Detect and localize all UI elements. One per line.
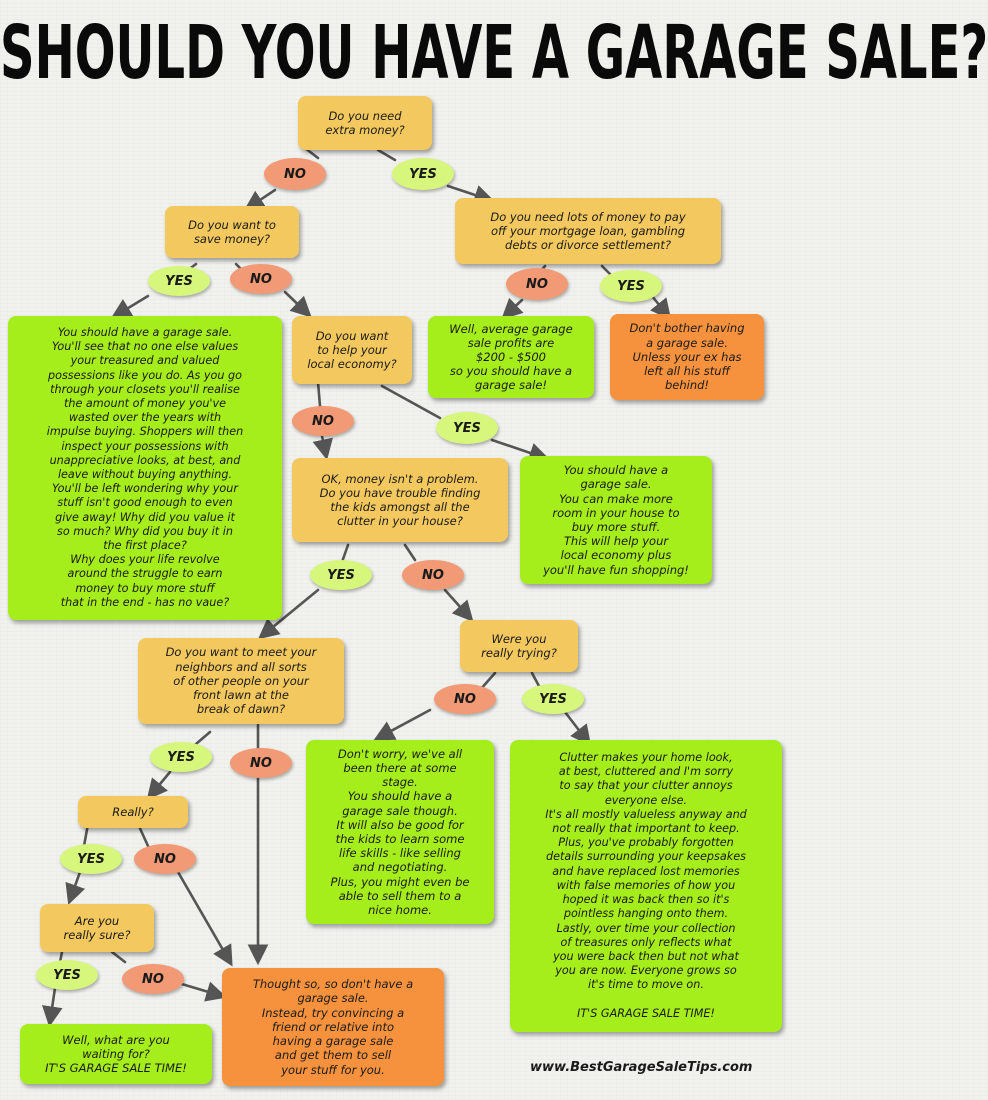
label-no-neighbors: NO [230, 748, 292, 778]
label-no-local-economy: NO [292, 406, 354, 436]
label-no-lots-money: NO [506, 268, 568, 300]
question-really-sure: Are you really sure? [40, 904, 154, 952]
question-meet-neighbors: Do you want to meet your neighbors and all sorts of other people on your front lawn at the break of dawn? [138, 638, 344, 724]
question-lots-of-money: Do you need lots of money to pay off your mortgage loan, gambling debts or divorce settlement? [455, 198, 721, 264]
question-help-local-economy: Do you want to help your local economy? [292, 316, 412, 384]
label-yes-lots-money: YES [600, 270, 662, 302]
label-yes-neighbors: YES [150, 742, 212, 772]
question-trouble-finding-kids: OK, money isn't a problem. Do you have trouble finding the kids amongst all the clutter in your house? [292, 458, 508, 542]
label-no-really: NO [134, 844, 196, 874]
question-really-trying: Were you really trying? [460, 620, 578, 672]
label-no-save-money: NO [230, 264, 292, 294]
website-url: www.BestGarageSaleTips.com [530, 1060, 753, 1075]
question-save-money: Do you want to save money? [165, 206, 299, 258]
label-yes-really-trying: YES [522, 684, 584, 714]
question-really: Really? [78, 796, 188, 828]
label-no-extra-money: NO [264, 158, 326, 190]
answer-average-profits: Well, average garage sale profits are $200 - $500 so you should have a garage sale! [428, 316, 594, 398]
answer-thought-so: Thought so, so don't have a garage sale. Instead, try convincing a friend or relative into having a garage sale and get them to sell your stuff for you. [222, 968, 444, 1086]
answer-save-money: You should have a garage sale. You'll see that no one else values your treasured and valued possessions like you do. As you go through your closets you'll realise the amount of money you've wasted over the years with impulse buying. Shoppers will then inspect your possessions with unappreciative looks, at best, and leave without buying anything. You'll be left wondering why your stuff isn't good enough to even give away! Why did you value it so much? Why did you buy it in the first place? Why does your life revolve around the struggle to earn money to buy more stuff that in the end - has no vaue? [8, 316, 282, 620]
label-yes-kids: YES [310, 560, 372, 590]
answer-kids: Don't worry, we've all been there at some stage. You should have a garage sale though. It will also be good for the kids to learn some life skills - like selling and negotiating. Plus, you might even be able to sell them to a nice home. [306, 740, 494, 924]
answer-help-economy: You should have a garage sale. You can make more room in your house to buy more stuff. This will help your local economy plus you'll have fun shopping! [520, 456, 712, 584]
label-yes-really: YES [60, 844, 122, 874]
label-no-really-sure: NO [122, 964, 184, 994]
label-no-really-trying: NO [434, 684, 496, 714]
answer-clutter: Clutter makes your home look, at best, cluttered and I'm sorry to say that your clutter annoys everyone else. It's all mostly valueless anyway and not really that important to keep. Plus, you've probably forgotten details surrounding your keepsakes and have replaced lost memories with false memories of how you hoped it was back then so it's pointless hanging onto them. Lastly, over time your collection of treasures only reflects what you were back then but not what you are now. Everyone grows so it's time to move on. IT'S GARAGE SALE TIME! [510, 740, 782, 1032]
question-need-extra-money: Do you need extra money? [298, 96, 432, 150]
label-yes-extra-money: YES [392, 158, 454, 190]
answer-what-are-you-waiting-for: Well, what are you waiting for? IT'S GARAGE SALE TIME! [20, 1024, 212, 1084]
answer-dont-bother: Don't bother having a garage sale. Unless your ex has left all his stuff behind! [610, 314, 764, 400]
label-yes-save-money: YES [148, 266, 210, 296]
label-yes-local-economy: YES [436, 412, 498, 444]
page-title: SHOULD YOU HAVE A GARAGE SALE? [0, 9, 988, 97]
label-no-kids: NO [402, 560, 464, 590]
label-yes-really-sure: YES [36, 960, 98, 990]
